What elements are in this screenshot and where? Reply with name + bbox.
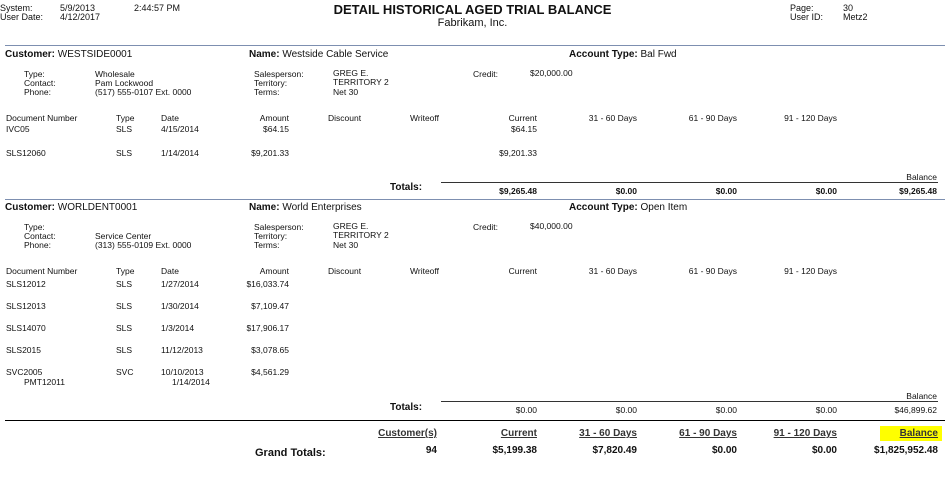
territory-value: TERRITORY 2 (333, 77, 389, 87)
col-61-90: 61 - 90 Days (688, 266, 737, 276)
col-date: Date (161, 113, 179, 123)
doc-date: 1/27/2014 (161, 279, 199, 289)
doc-date: 10/10/2013 (161, 367, 204, 377)
grand-31-60: $7,820.49 (592, 445, 637, 456)
totals-rule (441, 182, 938, 183)
doc-number: SLS12012 (6, 279, 46, 289)
system-label: System: (0, 3, 33, 13)
total-61-90: $0.00 (715, 405, 737, 415)
col-91-120: 91 - 120 Days (784, 113, 837, 123)
page-number: 30 (843, 3, 854, 13)
col-31-60: 31 - 60 Days (588, 113, 637, 123)
territory-label: Territory: (254, 231, 288, 241)
account-type-value: Open Item (640, 202, 688, 213)
doc-amount: $3,078.65 (251, 345, 289, 355)
balance-header: Balance (906, 391, 937, 401)
col-document-number: Document Number (6, 113, 78, 123)
doc-date: 1/14/2014 (161, 148, 199, 158)
salesperson-value: GREG E. (333, 221, 369, 231)
doc-date: 11/12/2013 (161, 345, 203, 355)
name-label: Name: (249, 49, 280, 60)
grand-61-90: $0.00 (711, 445, 737, 456)
total-31-60: $0.00 (615, 405, 637, 415)
contact-value: Pam Lockwood (95, 78, 154, 88)
grand-totals-label: Grand Totals: (255, 447, 326, 459)
contact-label: Contact: (24, 231, 56, 241)
credit-label: Credit: (473, 222, 499, 232)
doc-type: SLS (116, 148, 133, 158)
totals-label: Totals: (390, 402, 423, 413)
col-amount: Amount (259, 113, 289, 123)
doc-type: SLS (116, 345, 133, 355)
customer-name: Westside Cable Service (282, 49, 389, 60)
doc-amount: $4,561.29 (251, 367, 289, 377)
customer-name-1 (249, 50, 388, 60)
col-amount: Amount (259, 266, 289, 276)
type-label: Type: (24, 69, 45, 79)
col-31-60: 31 - 60 Days (588, 266, 637, 276)
col-writeoff: Writeoff (410, 113, 439, 123)
phone-value: (313) 555-0109 Ext. 0000 (95, 240, 192, 250)
totals-rule (441, 401, 938, 402)
applied-doc-date: 1/14/2014 (172, 377, 210, 387)
applied-doc-number: PMT12011 (24, 377, 65, 387)
territory-value: TERRITORY 2 (333, 230, 389, 240)
grand-31-60-header: 31 - 60 Days (579, 428, 637, 439)
user-id: Metz2 (843, 12, 868, 22)
total-balance: $9,265.48 (899, 186, 937, 196)
col-writeoff: Writeoff (410, 266, 439, 276)
doc-date: 4/15/2014 (161, 124, 199, 134)
credit-value: $20,000.00 (530, 68, 573, 78)
total-31-60: $0.00 (615, 186, 637, 196)
grand-current-header: Current (500, 428, 537, 439)
col-61-90: 61 - 90 Days (688, 113, 737, 123)
doc-number: SLS12060 (6, 148, 46, 158)
grand-divider (5, 420, 945, 421)
phone-label: Phone: (24, 240, 51, 250)
doc-number: SVC2005 (6, 367, 43, 377)
grand-customers: 94 (425, 445, 437, 456)
doc-type: SVC (116, 367, 134, 377)
system-date: 5/9/2013 (60, 3, 96, 13)
account-type-2 (569, 203, 687, 213)
col-discount: Discount (328, 266, 362, 276)
type-label: Type: (24, 222, 45, 232)
totals-label: Totals: (390, 182, 423, 193)
phone-value: (517) 555-0107 Ext. 0000 (95, 87, 192, 97)
col-document-number: Document Number (6, 266, 78, 276)
doc-number: SLS2015 (6, 345, 41, 355)
col-current: Current (508, 266, 537, 276)
customer-id: WESTSIDE0001 (57, 49, 133, 60)
doc-number: IVC05 (6, 124, 30, 134)
doc-amount: $7,109.47 (251, 301, 289, 311)
col-type: Type (116, 266, 135, 276)
doc-type: SLS (116, 323, 133, 333)
doc-date: 1/30/2014 (161, 301, 199, 311)
total-61-90: $0.00 (715, 186, 737, 196)
header-divider (5, 45, 945, 46)
customer-id: WORLDENT0001 (57, 202, 138, 213)
account-type-value: Bal Fwd (640, 49, 677, 60)
contact-label: Contact: (24, 78, 56, 88)
doc-type: SLS (116, 301, 133, 311)
credit-value: $40,000.00 (530, 221, 573, 231)
salesperson-value: GREG E. (333, 68, 369, 78)
doc-date: 1/3/2014 (161, 323, 195, 333)
company-name: Fabrikam, Inc. (437, 17, 508, 29)
grand-current: $5,199.38 (492, 445, 537, 456)
total-91-120: $0.00 (815, 405, 837, 415)
doc-amount: $17,906.17 (246, 323, 289, 333)
doc-amount: $16,033.74 (246, 279, 289, 289)
doc-number: SLS14070 (6, 323, 46, 333)
section-divider (5, 199, 945, 200)
total-current: $0.00 (515, 405, 537, 415)
report-title: DETAIL HISTORICAL AGED TRIAL BALANCE (333, 2, 612, 17)
doc-amount: $9,201.33 (251, 148, 289, 158)
customer-label: Customer: (5, 202, 56, 213)
col-91-120: 91 - 120 Days (784, 266, 837, 276)
doc-type: SLS (116, 124, 133, 134)
user-date: 4/12/2017 (60, 12, 101, 22)
account-type-1 (569, 50, 677, 60)
doc-type: SLS (116, 279, 133, 289)
account-type-label: Account Type: (569, 202, 638, 213)
doc-number: SLS12013 (6, 301, 46, 311)
doc-current: $64.15 (511, 124, 537, 134)
territory-label: Territory: (254, 78, 288, 88)
salesperson-label: Salesperson: (254, 69, 304, 79)
type-value: Wholesale (95, 69, 135, 79)
col-discount: Discount (328, 113, 362, 123)
terms-value: Net 30 (333, 87, 359, 97)
col-type: Type (116, 113, 135, 123)
grand-customers-header: Customer(s) (378, 428, 437, 439)
grand-91-120: $0.00 (811, 445, 837, 456)
page-label: Page: (790, 3, 814, 13)
customer-label: Customer: (5, 49, 56, 60)
name-label: Name: (249, 202, 280, 213)
grand-91-120-header: 91 - 120 Days (773, 428, 837, 439)
contact-value: Service Center (95, 231, 152, 241)
total-current: $9,265.48 (499, 186, 537, 196)
col-date: Date (161, 266, 179, 276)
doc-amount: $64.15 (263, 124, 289, 134)
terms-label: Terms: (254, 87, 280, 97)
customer-name: World Enterprises (282, 202, 362, 213)
terms-value: Net 30 (333, 240, 359, 250)
total-91-120: $0.00 (815, 186, 837, 196)
salesperson-label: Salesperson: (254, 222, 304, 232)
account-type-label: Account Type: (569, 49, 638, 60)
credit-label: Credit: (473, 69, 499, 79)
system-time: 2:44:57 PM (134, 3, 181, 13)
balance-header: Balance (906, 172, 937, 182)
user-id-label: User ID: (790, 12, 824, 22)
customer-block-1 (5, 50, 132, 60)
grand-61-90-header: 61 - 90 Days (679, 428, 737, 439)
balance-highlight (880, 426, 942, 441)
customer-block-2 (5, 203, 137, 213)
grand-balance: $1,825,952.48 (874, 445, 938, 456)
terms-label: Terms: (254, 240, 280, 250)
phone-label: Phone: (24, 87, 51, 97)
doc-current: $9,201.33 (499, 148, 537, 158)
grand-balance-header: Balance (899, 428, 938, 439)
col-current: Current (508, 113, 537, 123)
customer-name-2 (249, 203, 362, 213)
total-balance: $46,899.62 (894, 405, 937, 415)
user-date-label: User Date: (0, 12, 44, 22)
